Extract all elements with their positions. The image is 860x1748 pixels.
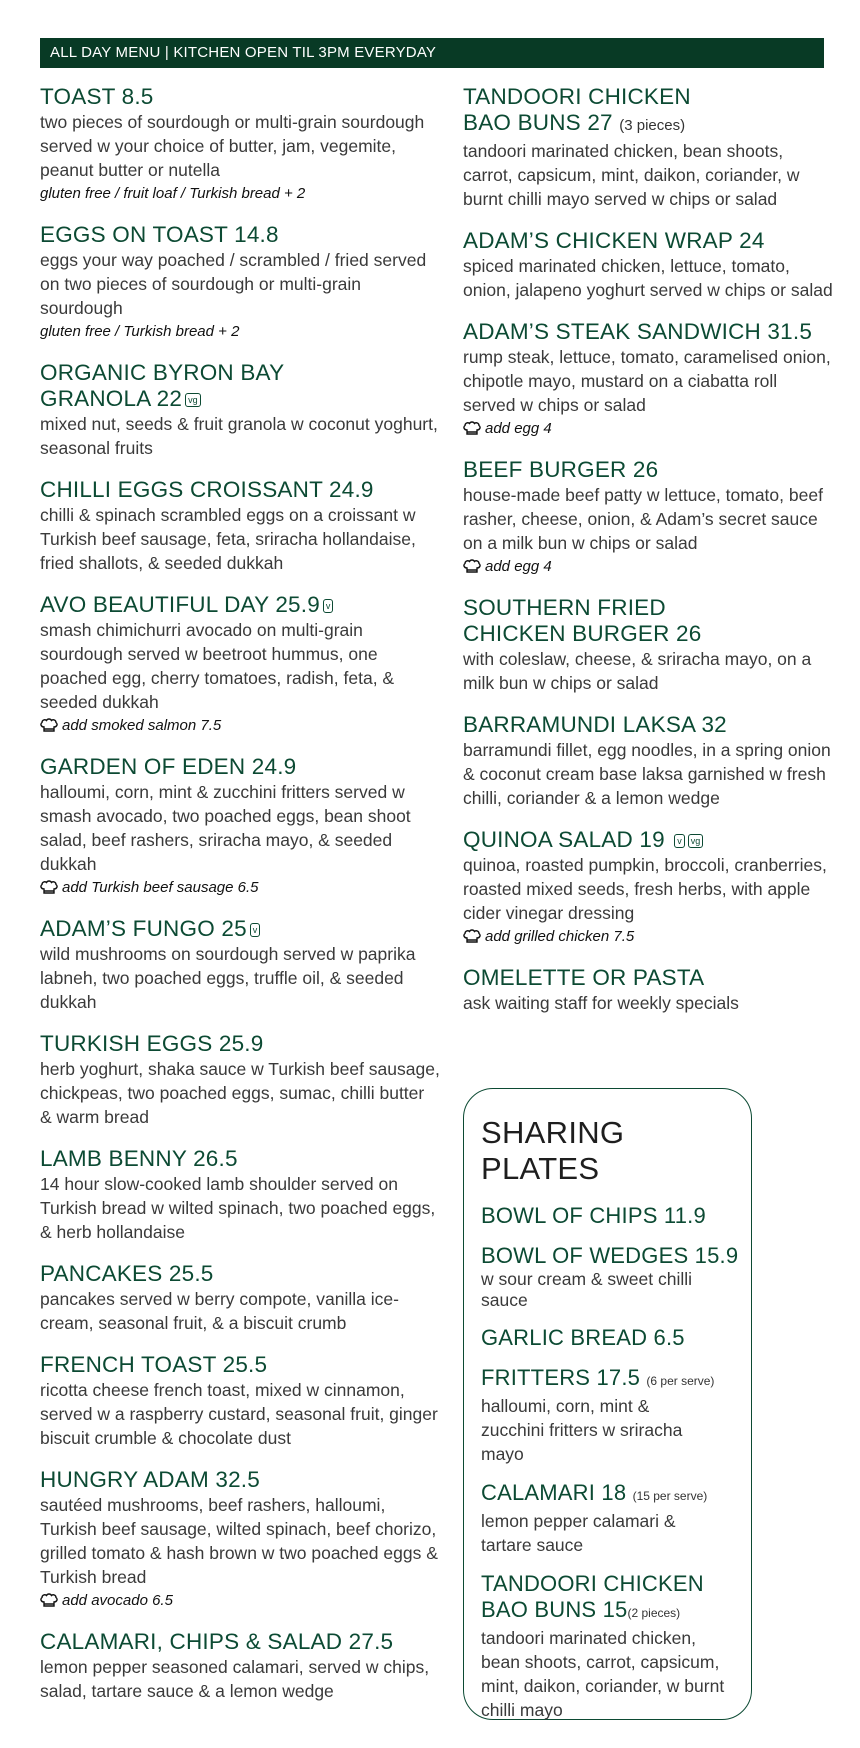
item-title: CHILLI EGGS CROISSANT 24.9: [40, 477, 374, 502]
item-title: CALAMARI 18: [481, 1480, 627, 1505]
item-title: ADAM’S STEAK SANDWICH 31.5: [463, 319, 813, 344]
addon-text: add smoked salmon 7.5: [62, 717, 222, 734]
item-addon: [40, 877, 440, 899]
sharing-item-tandoori-bao-buns: [481, 1571, 751, 1722]
item-title: EGGS ON TOAST 14.8: [40, 222, 279, 247]
sharing-item-bowl-of-chips: [481, 1203, 751, 1229]
item-description: herb yoghurt, shaka sauce w Turkish beef sausage, chickpeas, two poached eggs, sumac, chilli butter & warm bread: [40, 1059, 440, 1127]
chef-hat-icon: [463, 421, 481, 435]
item-title-wrap: [463, 84, 723, 139]
item-title: ADAM’S CHICKEN WRAP 24: [463, 228, 765, 253]
menu-item-southern-fried-chicken-burger: [463, 595, 833, 695]
item-description: sautéed mushrooms, beef rashers, halloumi, Turkish beef sausage, wilted spinach, beef chorizo, grilled tomato & hash brown w two poached eggs & Turkish bread: [40, 1495, 438, 1587]
item-description: halloumi, corn, mint & zucchini fritters served w smash avocado, two poached eggs, bean shoot salad, beef rashers, sriracha mayo, & seeded dukkah: [40, 782, 411, 874]
item-portion: (6 per serve): [646, 1374, 715, 1388]
menu-item-french-toast: [40, 1352, 440, 1450]
vegetarian-badge: v: [250, 923, 261, 937]
right-menu-column: [463, 84, 833, 1032]
menu-item-omelette-or-pasta: [463, 965, 833, 1015]
item-note: gluten free / fruit loaf / Turkish bread + 2: [40, 185, 306, 202]
item-description: pancakes served w berry compote, vanilla ice-cream, seasonal fruit, & a biscuit crumb: [40, 1289, 399, 1333]
item-description: rump steak, lettuce, tomato, caramelised onion, chipotle mayo, mustard on a ciabatta roll served w chips or salad: [463, 347, 831, 415]
menu-item-calamari-chips-salad: [40, 1629, 440, 1703]
item-description: house-made beef patty w lettuce, tomato, beef rasher, cheese, onion, & Adam’s secret sauce on a milk bun w chips or salad: [463, 485, 823, 553]
sharing-plates-box: [463, 1088, 752, 1720]
menu-item-quinoa-salad: [463, 827, 833, 948]
item-note: gluten free / Turkish bread + 2: [40, 323, 240, 340]
item-title: QUINOA SALAD 19: [463, 827, 665, 852]
item-title: FRENCH TOAST 25.5: [40, 1352, 268, 1377]
item-portion: (15 per serve): [632, 1489, 708, 1503]
item-description: lemon pepper calamari & tartare sauce: [481, 1511, 676, 1555]
addon-text: add egg 4: [485, 558, 552, 575]
item-title: GARDEN OF EDEN 24.9: [40, 754, 297, 779]
item-portion: (2 pieces): [627, 1606, 681, 1620]
item-title-wrap: [481, 1571, 721, 1626]
vegan-badge: vg: [688, 834, 704, 848]
chef-hat-icon: [463, 929, 481, 943]
item-description: chilli & spinach scrambled eggs on a croissant w Turkish beef sausage, feta, sriracha hollandaise, fried shallots, & seeded dukkah: [40, 505, 416, 573]
menu-item-chilli-eggs-croissant: [40, 477, 440, 575]
item-title: AVO BEAUTIFUL DAY 25.9: [40, 592, 320, 617]
menu-item-toast: [40, 84, 440, 205]
chef-hat-icon: [40, 718, 58, 732]
item-description: eggs your way poached / scrambled / fried served on two pieces of sourdough or multi-grain sourdough: [40, 250, 427, 318]
menu-item-barramundi-laksa: [463, 712, 833, 810]
menu-item-granola: [40, 360, 440, 460]
menu-item-hungry-adam: [40, 1467, 440, 1612]
item-description: mixed nut, seeds & fruit granola w coconut yoghurt, seasonal fruits: [40, 414, 438, 458]
menu-item-steak-sandwich: [463, 319, 833, 440]
item-title-wrap: [481, 1480, 751, 1509]
sharing-item-garlic-bread: [481, 1325, 751, 1351]
item-title-wrap: [463, 827, 833, 853]
item-title: BOWL OF WEDGES 15.9: [481, 1243, 739, 1268]
item-description: ask waiting staff for weekly specials: [463, 993, 739, 1013]
chef-hat-icon: [40, 880, 58, 894]
chef-hat-icon: [463, 559, 481, 573]
vegan-badge: vg: [185, 393, 201, 407]
item-description: ricotta cheese french toast, mixed w cinnamon, served w a raspberry custard, seasonal fruit, ginger biscuit crumble & chocolate dust: [40, 1380, 438, 1448]
chef-hat-icon: [40, 1593, 58, 1607]
item-portion: (3 pieces): [619, 117, 686, 134]
menu-item-pancakes: [40, 1261, 440, 1335]
menu-item-turkish-eggs: [40, 1031, 440, 1129]
item-title-wrap: [481, 1365, 751, 1394]
menu-item-eggs-on-toast: [40, 222, 440, 343]
item-title: SOUTHERN FRIED CHICKEN BURGER 26: [463, 595, 702, 646]
item-description: two pieces of sourdough or multi-grain sourdough served w your choice of butter, jam, vegemite, peanut butter or nutella: [40, 112, 425, 180]
menu-item-garden-of-eden: [40, 754, 440, 899]
item-description: smash chimichurri avocado on multi-grain sourdough served w beetroot hummus, one poached egg, cherry tomatoes, radish, feta, & seeded dukkah: [40, 620, 395, 712]
item-description: tandoori marinated chicken, bean shoots, carrot, capsicum, mint, daikon, coriander, w burnt chilli mayo: [481, 1628, 725, 1720]
item-title: CALAMARI, CHIPS & SALAD 27.5: [40, 1629, 394, 1654]
vegetarian-badge: v: [323, 599, 334, 613]
addon-text: add avocado 6.5: [62, 1592, 173, 1609]
menu-item-avo-beautiful-day: [40, 592, 440, 737]
item-description: spiced marinated chicken, lettuce, tomato, onion, jalapeno yoghurt served w chips or salad: [463, 256, 833, 300]
menu-item-lamb-benny: [40, 1146, 440, 1244]
vegetarian-badge: v: [674, 834, 685, 848]
item-description: w sour cream & sweet chilli sauce: [481, 1269, 693, 1310]
item-description: with coleslaw, cheese, & sriracha mayo, on a milk bun w chips or salad: [463, 649, 812, 693]
addon-text: add grilled chicken 7.5: [485, 928, 635, 945]
item-title-wrap: [40, 592, 440, 618]
item-addon: [463, 926, 833, 948]
item-title: BEEF BURGER 26: [463, 457, 659, 482]
left-menu-column: [40, 84, 440, 1720]
sharing-plates-title: SHARING PLATES: [481, 1115, 625, 1186]
item-description: barramundi fillet, egg noodles, in a spring onion & coconut cream base laksa garnished w fresh chilli, coriander & a lemon wedge: [463, 740, 831, 808]
item-description: tandoori marinated chicken, bean shoots, carrot, capsicum, mint, daikon, coriander, w burnt chilli mayo served w chips or salad: [463, 141, 800, 209]
item-title: TANDOORI CHICKEN BAO BUNS 27: [463, 84, 691, 135]
item-title: TANDOORI CHICKEN BAO BUNS 15: [481, 1571, 704, 1622]
item-addon: [40, 1590, 440, 1612]
menu-item-adams-fungo: [40, 916, 440, 1014]
item-title: HUNGRY ADAM 32.5: [40, 1467, 260, 1492]
item-addon: [40, 715, 440, 737]
item-title: ORGANIC BYRON BAY GRANOLA 22: [40, 360, 284, 411]
addon-text: add Turkish beef sausage 6.5: [62, 879, 259, 896]
menu-banner: ALL DAY MENU | KITCHEN OPEN TIL 3PM EVERYDAY: [40, 38, 824, 68]
item-description: wild mushrooms on sourdough served w paprika labneh, two poached eggs, truffle oil, & seeded dukkah: [40, 944, 416, 1012]
item-title: TOAST 8.5: [40, 84, 154, 109]
sharing-item-calamari: [481, 1480, 751, 1557]
item-title-wrap: [40, 916, 440, 942]
menu-item-chicken-wrap: [463, 228, 833, 302]
menu-item-beef-burger: [463, 457, 833, 578]
item-title: ADAM’S FUNGO 25: [40, 916, 247, 941]
item-title: OMELETTE OR PASTA: [463, 965, 705, 990]
menu-item-tandoori-bao-buns: [463, 84, 833, 211]
item-title: BOWL OF CHIPS 11.9: [481, 1203, 706, 1228]
item-title: FRITTERS 17.5: [481, 1365, 641, 1390]
addon-text: add egg 4: [485, 420, 552, 437]
item-description: halloumi, corn, mint & zucchini fritters w sriracha mayo: [481, 1396, 683, 1464]
item-description: quinoa, roasted pumpkin, broccoli, cranberries, roasted mixed seeds, fresh herbs, with apple cider vinegar dressing: [463, 855, 827, 923]
item-title-wrap: [40, 360, 290, 412]
item-description: lemon pepper seasoned calamari, served w chips, salad, tartare sauce & a lemon wedge: [40, 1657, 430, 1701]
item-title: LAMB BENNY 26.5: [40, 1146, 238, 1171]
item-title: BARRAMUNDI LAKSA 32: [463, 712, 727, 737]
sharing-item-bowl-of-wedges: [481, 1243, 751, 1311]
item-title: TURKISH EGGS 25.9: [40, 1031, 264, 1056]
item-title: GARLIC BREAD 6.5: [481, 1325, 685, 1350]
item-description: 14 hour slow-cooked lamb shoulder served on Turkish bread w wilted spinach, two poached eggs, & herb hollandaise: [40, 1174, 436, 1242]
sharing-item-fritters: [481, 1365, 751, 1466]
item-addon: [463, 418, 833, 440]
item-addon: [463, 556, 833, 578]
item-title: PANCAKES 25.5: [40, 1261, 214, 1286]
